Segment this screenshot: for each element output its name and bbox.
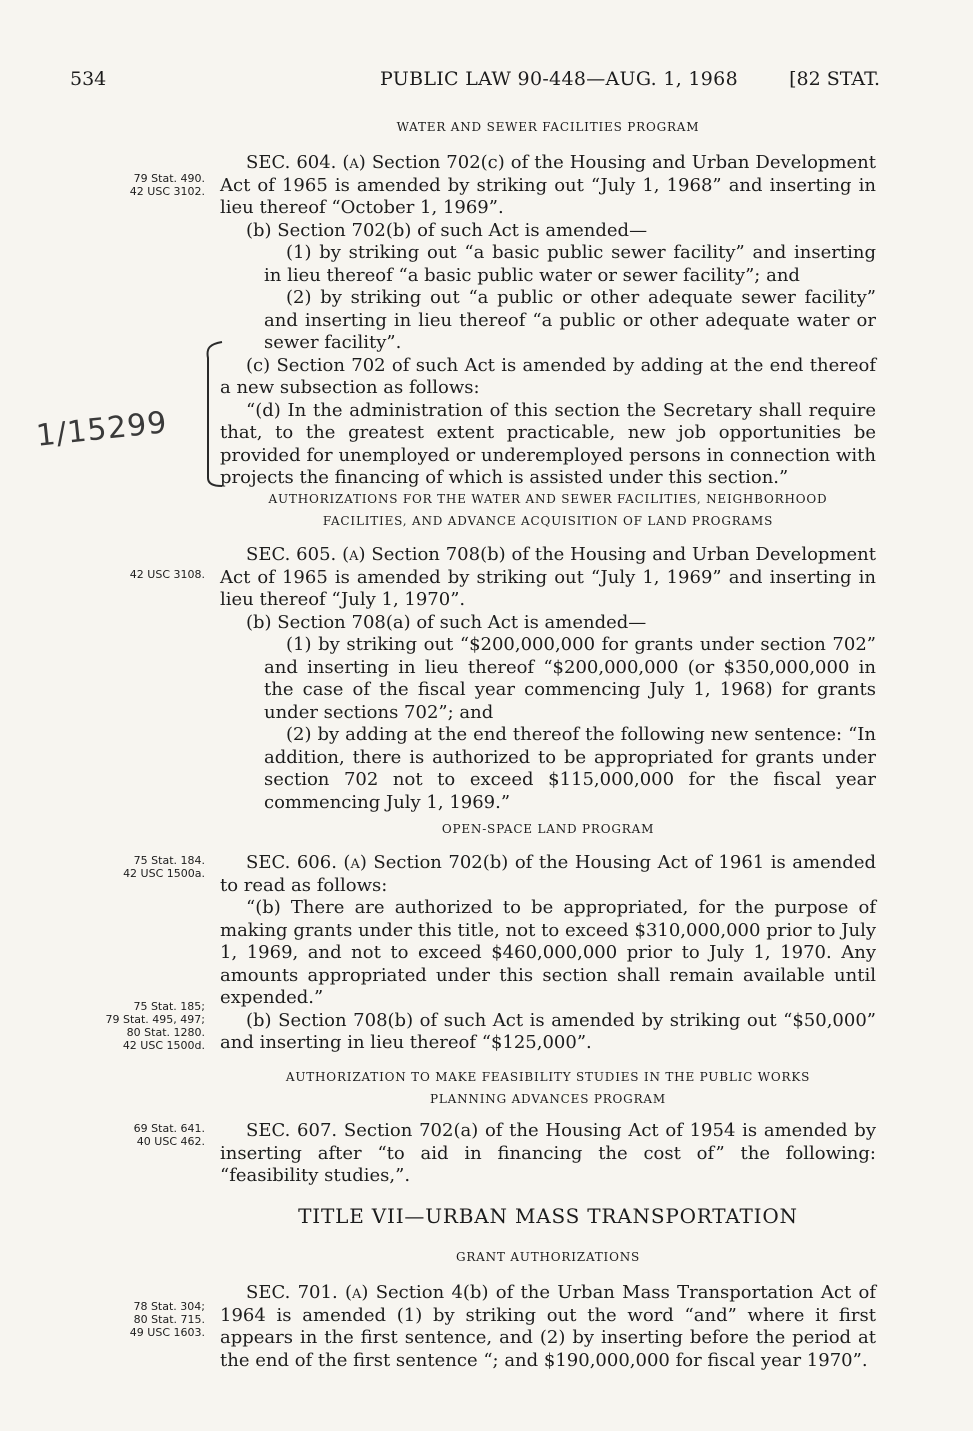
sec-605-a: [220, 544, 876, 612]
section-604: [220, 152, 876, 490]
sec-604-c: (c) Section 702 of such Act is amended by adding at the end thereof a new subsection as follows:: [220, 354, 876, 398]
auth-heading-line-1: AUTHORIZATIONS FOR THE WATER AND SEWER FACILITIES, NEIGHBORHOOD: [268, 492, 828, 506]
sec-606-b: (b) Section 708(b) of such Act is amended by striking out “$50,000” and inserting in lieu thereof “$125,000”.: [220, 1009, 876, 1053]
feas-heading-line-2: PLANNING ADVANCES PROGRAM: [430, 1092, 666, 1106]
margin-note-1-line-2: 42 USC 3102.: [129, 185, 205, 198]
margin-note-4-line-3: 80 Stat. 1280.: [126, 1026, 205, 1039]
feas-heading-line-1: AUTHORIZATION TO MAKE FEASIBILITY STUDIES IN THE PUBLIC WORKS: [285, 1070, 811, 1084]
sec-604-b1: (1) by striking out “a basic public sewer facility” and inserting in lieu thereof “a basic public water or sewer facility”; and: [264, 242, 876, 286]
section-heading-water-sewer: WATER AND SEWER FACILITIES PROGRAM: [396, 120, 700, 134]
title-vii-heading: TITLE VII—URBAN MASS TRANSPORTATION: [298, 1204, 798, 1228]
handwritten-annotation: 1/15299: [34, 405, 170, 454]
sec-701-text: [220, 1282, 876, 1372]
sec-605-b: (b) Section 708(a) of such Act is amended—: [246, 611, 647, 633]
sec-607-text: [220, 1120, 876, 1188]
sec-606-label: SEC. 606. (a): [246, 852, 367, 873]
sec-605-b1: (1) by striking out “$200,000,000 for grants under section 702” and inserting in lieu thereof “$200,000,000 (or $350,000,000 in the case of the fiscal year commencing July 1, 1968) for grants under sections 702”; and: [264, 634, 876, 723]
sec-607-body: Section 702(a) of the Housing Act of 1954 is amended by inserting after “to aid in financing the cost of” the following: “feasibility studies,”.: [220, 1120, 876, 1186]
margin-note-4-line-1: 75 Stat. 185;: [133, 1000, 205, 1013]
sec-604-b: (b) Section 702(b) of such Act is amended—: [246, 219, 648, 241]
margin-note-6-line-2: 80 Stat. 715.: [133, 1313, 205, 1326]
sec-606-a-text: Section 702(b) of the Housing Act of 1961 is amended to read as follows:: [220, 852, 876, 896]
page-number: 534: [70, 68, 107, 90]
statute-reference: [82 STAT.: [789, 68, 880, 90]
margin-note-1: [70, 172, 205, 198]
section-heading-authorizations: [220, 488, 876, 532]
section-605: [220, 544, 876, 814]
sec-701-body: Section 4(b) of the Urban Mass Transportation Act of 1964 is amended (1) by striking out the word “and” where it first appears in the first sentence, and (2) by inserting before the period at the end of the first sentence “; and $190,000,000 for fiscal year 1970”.: [220, 1282, 876, 1371]
margin-note-5: [70, 1122, 205, 1148]
section-701: [220, 1282, 876, 1372]
margin-note-4-line-2: 79 Stat. 495, 497;: [105, 1013, 205, 1026]
sec-604-b2: (2) by striking out “a public or other adequate sewer facility” and inserting in lieu thereof “a public or other adequate water or sewer facility”.: [264, 287, 876, 353]
margin-note-5-line-2: 40 USC 462.: [136, 1135, 205, 1148]
margin-note-5-line-1: 69 Stat. 641.: [133, 1122, 205, 1135]
margin-note-3-line-2: 42 USC 1500a.: [123, 867, 205, 880]
margin-note-6-line-1: 78 Stat. 304;: [133, 1300, 205, 1313]
margin-note-6-line-3: 49 USC 1603.: [129, 1326, 205, 1339]
margin-note-2: [70, 568, 205, 581]
margin-note-1-line-1: 79 Stat. 490.: [133, 172, 205, 185]
sec-604-label: SEC. 604. (a): [246, 152, 366, 173]
sec-605-b2: (2) by adding at the end thereof the following new sentence: “In addition, there is authorized to be appropriated for grants under section 702 not to exceed $115,000,000 for the fiscal year commencing July 1, 1969.”: [264, 724, 876, 813]
sec-606-quote: “(b) There are authorized to be appropriated, for the purpose of making grants under this title, not to exceed $310,000,000 prior to July 1, 1969, and not to exceed $460,000,000 prior to July 1, 1970. Any amounts appropriated under this section shall remain available until expended.”: [220, 897, 876, 1008]
margin-note-6: [70, 1300, 205, 1339]
sec-604-a-text: Section 702(c) of the Housing and Urban Development Act of 1965 is amended by striking out “July 1, 1968” and inserting in lieu thereof “October 1, 1969”.: [220, 152, 876, 218]
page-header: [70, 68, 880, 96]
auth-heading-line-2: FACILITIES, AND ADVANCE ACQUISITION OF LAND PROGRAMS: [322, 514, 774, 528]
sec-607-label: SEC. 607.: [246, 1120, 338, 1141]
margin-note-4-line-4: 42 USC 1500d.: [122, 1039, 205, 1052]
sec-606-a: [220, 852, 876, 897]
sec-604-a: [220, 152, 876, 220]
sec-605-label: SEC. 605. (a): [246, 544, 366, 565]
page-title: PUBLIC LAW 90-448—AUG. 1, 1968: [380, 68, 738, 90]
margin-note-4: [70, 1000, 205, 1052]
sec-604-d: “(d) In the administration of this section the Secretary shall require that, to the greatest extent practicable, new job opportunities be provided for unemployed or underemployed persons in connection with projects the financing of which is assisted under this section.”: [220, 399, 876, 488]
section-heading-open-space: OPEN-SPACE LAND PROGRAM: [441, 822, 655, 836]
section-heading-feasibility: [220, 1066, 876, 1110]
section-607: [220, 1120, 876, 1188]
margin-note-3-line-1: 75 Stat. 184.: [133, 854, 205, 867]
sec-701-label: SEC. 701. (a): [246, 1282, 369, 1303]
section-606: [220, 852, 876, 1055]
hand-drawn-bracket-icon: [200, 338, 224, 488]
margin-note-2-line-1: 42 USC 3108.: [129, 568, 205, 581]
sec-605-a-text: Section 708(b) of the Housing and Urban Development Act of 1965 is amended by striking out “July 1, 1969” and inserting in lieu thereof “July 1, 1970”.: [220, 544, 876, 610]
section-heading-grant: GRANT AUTHORIZATIONS: [455, 1250, 641, 1264]
margin-note-3: [70, 854, 205, 880]
